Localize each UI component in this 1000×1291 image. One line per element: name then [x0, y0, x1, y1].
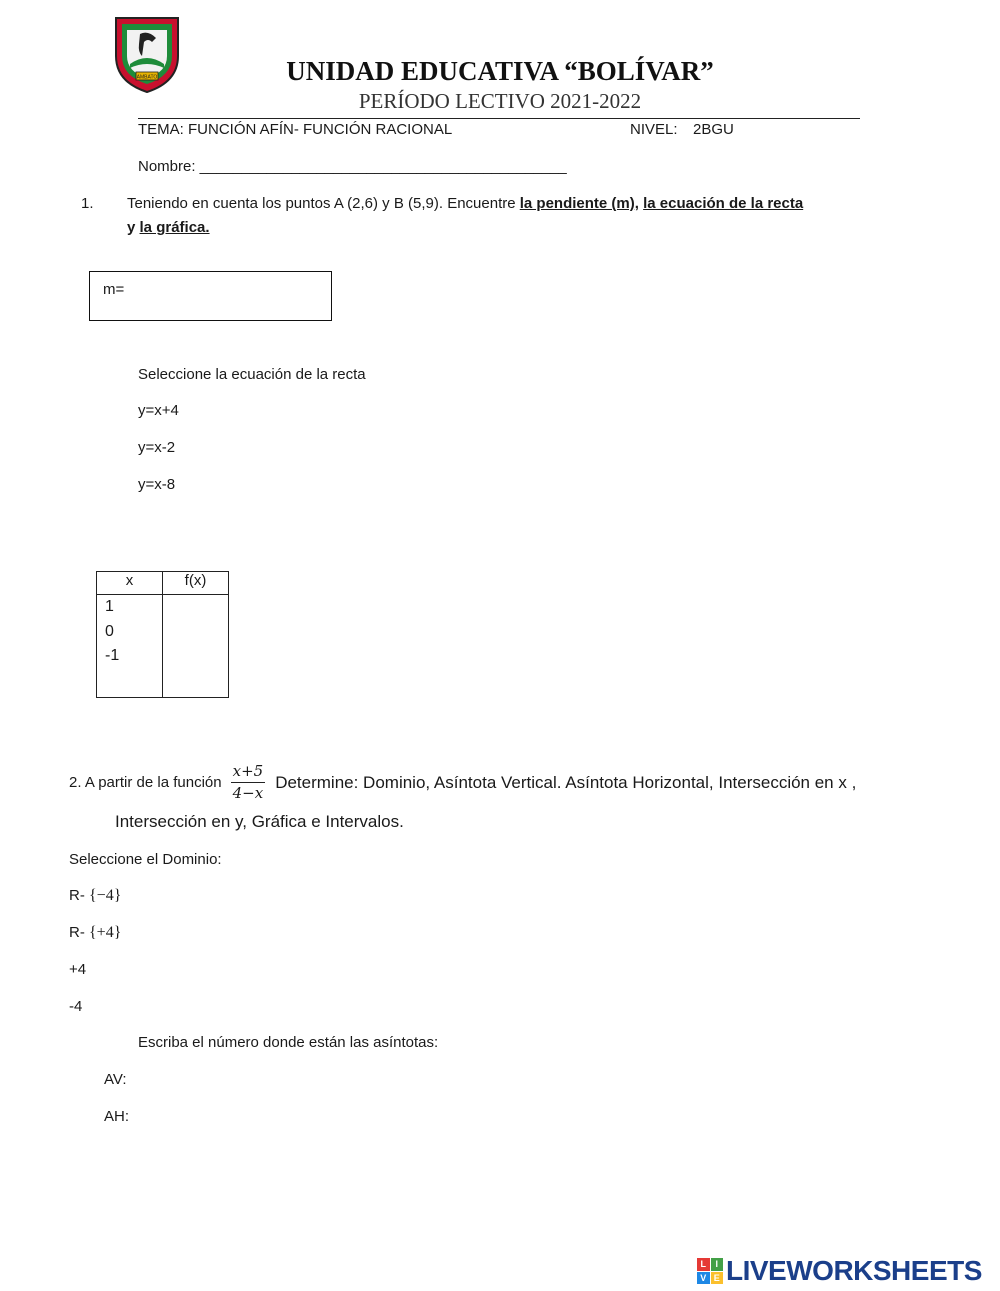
level-value: 2BGU	[693, 121, 734, 138]
q2-prefix: 2. A partir de la función	[69, 774, 222, 791]
level-label: NIVEL:	[630, 121, 678, 138]
q1-statement-line2	[127, 219, 210, 236]
table-header-x: x	[97, 572, 163, 595]
q1-number: 1.	[81, 195, 94, 212]
equation-option-3[interactable]: y=x-8	[138, 476, 176, 493]
svg-text:AMBATO: AMBATO	[136, 74, 158, 81]
horizontal-asymptote-input[interactable]	[140, 1106, 260, 1128]
q1-line2-prefix: y	[127, 219, 140, 236]
slope-answer-box[interactable]	[89, 271, 332, 321]
header-divider	[138, 118, 860, 119]
asymptote-prompt: Escriba el número donde están las asíntotas:	[138, 1034, 439, 1051]
domain-option-1[interactable]	[69, 887, 121, 905]
domain-option-4[interactable]: -4	[69, 998, 83, 1015]
badge-letter: V	[697, 1272, 710, 1285]
table-header-fx: f(x)	[163, 572, 229, 595]
student-name-field[interactable]: Nombre: ____________________________________________	[138, 158, 567, 175]
domain-option-3[interactable]: +4	[69, 961, 87, 978]
equation-option-2[interactable]: y=x-2	[138, 439, 176, 456]
liveworksheets-brand	[697, 1255, 982, 1287]
q1-separator: ,	[634, 195, 644, 212]
domain-option-math: {+4}	[89, 924, 122, 941]
table-x-value: 0	[105, 622, 114, 640]
badge-letter: E	[711, 1272, 724, 1285]
equation-prompt: Seleccione la ecuación de la recta	[138, 366, 366, 383]
domain-option-prefix: R-	[69, 924, 89, 941]
badge-letter: I	[711, 1258, 724, 1271]
q1-slope-emphasis: la pendiente (m)	[519, 195, 635, 212]
slope-label: m=	[103, 281, 125, 298]
vertical-asymptote-input[interactable]	[140, 1069, 260, 1091]
school-name: UNIDAD EDUCATIVA “BOLÍVAR”	[286, 56, 714, 86]
table-fx-answer-cell[interactable]	[163, 595, 229, 698]
topic-label: TEMA: FUNCIÓN AFÍN- FUNCIÓN RACIONAL	[138, 121, 453, 138]
vertical-asymptote-label: AV:	[104, 1071, 127, 1088]
table-x-value: -1	[105, 647, 120, 664]
q1-graph-emphasis: la gráfica.	[139, 219, 210, 236]
q2-denominator: 4−x	[232, 784, 264, 802]
table-x-column	[97, 595, 163, 698]
domain-option-math: {−4}	[89, 887, 122, 904]
domain-option-2[interactable]	[69, 924, 121, 942]
domain-prompt: Seleccione el Dominio:	[69, 851, 222, 868]
q1-text: Teniendo en cuenta los puntos A (2,6) y B (5,9). Encuentre	[127, 195, 520, 212]
badge-letter: L	[697, 1258, 710, 1271]
q2-numerator: x+5	[231, 764, 266, 783]
horizontal-asymptote-label: AH:	[104, 1108, 130, 1125]
q2-statement-line1	[69, 764, 856, 801]
liveworksheets-wordmark: LIVEWORKSHEETS	[726, 1255, 982, 1286]
liveworksheets-logo-icon	[697, 1258, 723, 1284]
q1-statement-line1	[127, 195, 803, 212]
domain-option-prefix: R-	[69, 887, 89, 904]
q2-statement-line2: Intersección en y, Gráfica e Intervalos.	[115, 812, 404, 831]
school-period: PERÍODO LECTIVO 2021-2022	[358, 89, 642, 113]
equation-option-1[interactable]: y=x+4	[138, 402, 179, 419]
table-x-value: 1	[105, 598, 114, 615]
q2-determine-text: Determine: Dominio, Asíntota Vertical. Asíntota Horizontal, Intersección en x ,	[275, 772, 857, 792]
value-table	[96, 571, 229, 698]
q1-equation-emphasis: la ecuación de la recta	[643, 195, 804, 212]
q2-fraction	[231, 764, 266, 801]
